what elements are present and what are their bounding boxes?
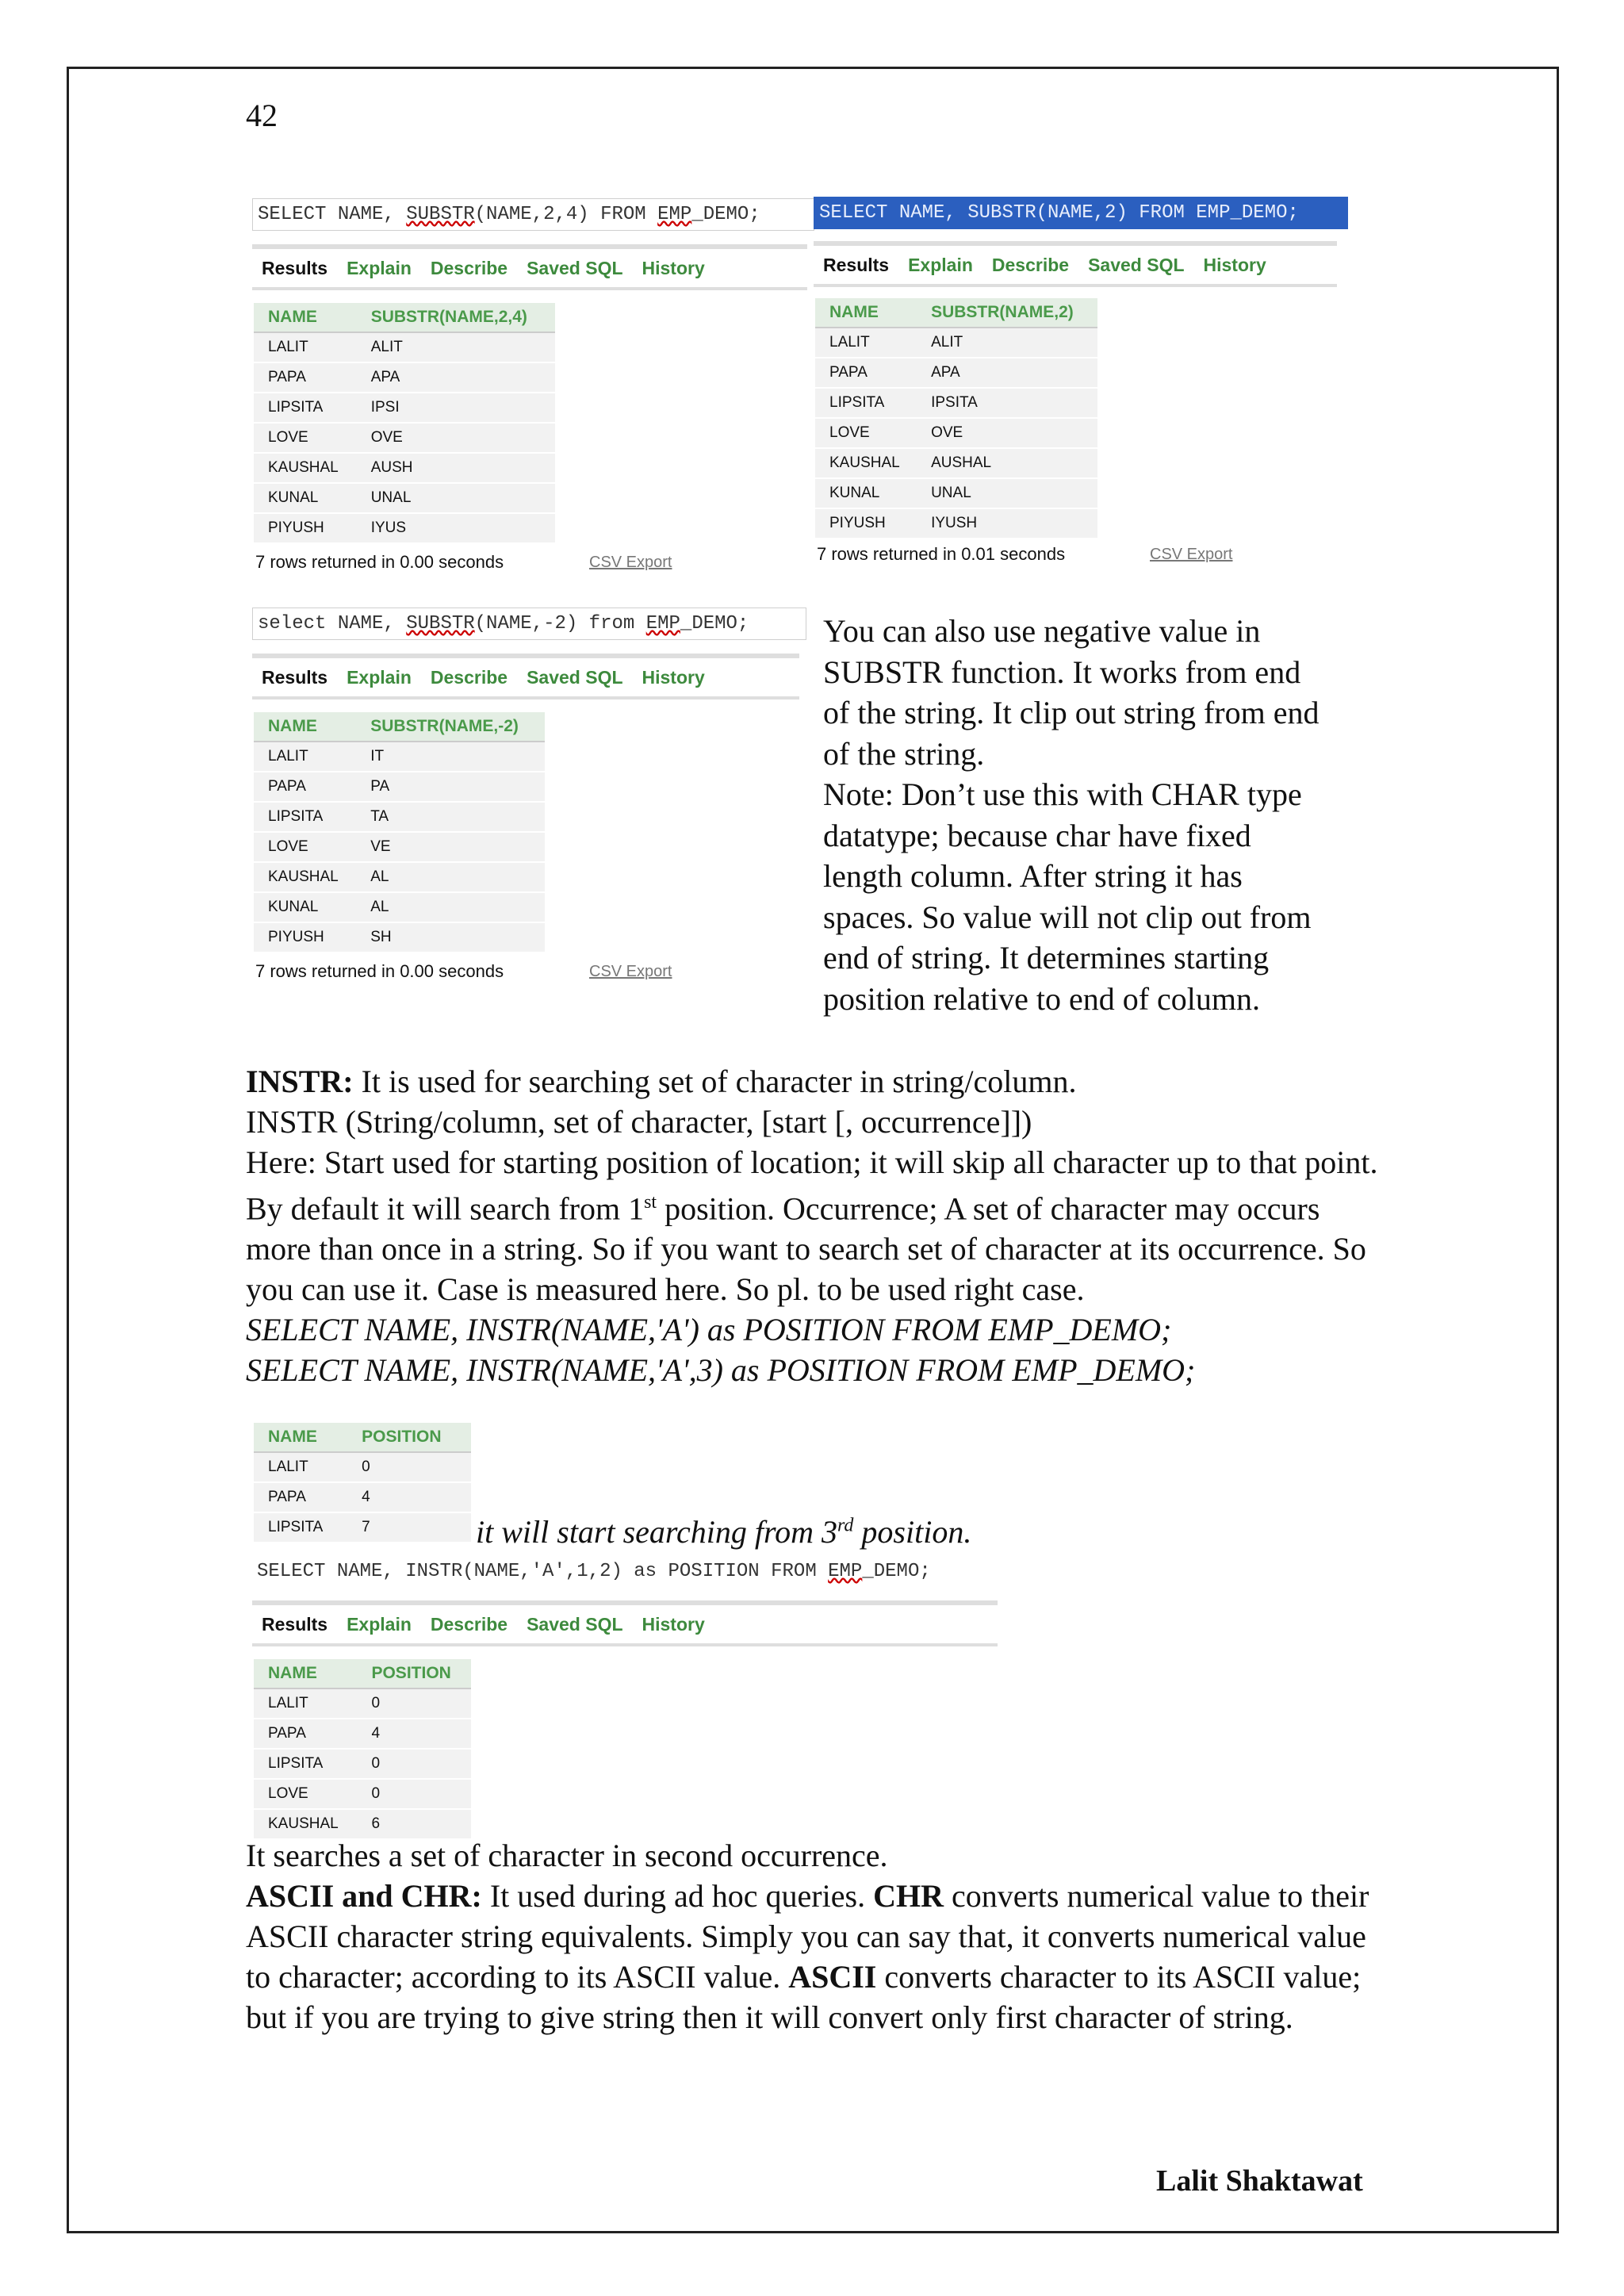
tab-explain[interactable]: Explain <box>908 254 973 275</box>
table-cell: PAPA <box>254 772 356 802</box>
table-cell: LALIT <box>254 1688 357 1719</box>
table-cell: IT <box>356 742 545 772</box>
table-cell: KUNAL <box>815 478 917 508</box>
tab-history[interactable]: History <box>642 1613 705 1635</box>
table-row <box>254 332 555 362</box>
table-cell: PA <box>356 772 545 802</box>
table-cell: IPSI <box>357 393 555 423</box>
table-cell: 0 <box>357 1749 471 1779</box>
sql-text: _DEMO; <box>680 613 749 634</box>
sql-text: EMP <box>828 1561 863 1582</box>
ascii-chr-text <box>246 1876 1388 2037</box>
page-number: 42 <box>246 98 278 133</box>
table-row <box>254 423 555 453</box>
table-cell: ALIT <box>917 328 1097 358</box>
table-cell: 0 <box>357 1779 471 1809</box>
text: It is used for searching set of character in string/column. <box>353 1064 1077 1099</box>
column-header: POSITION <box>357 1659 471 1688</box>
table-row <box>254 862 545 892</box>
table-header <box>254 1659 471 1688</box>
sql-text: _DEMO; <box>691 204 760 225</box>
sql-text: EMP <box>657 204 692 225</box>
text: CHR <box>873 1878 944 1914</box>
table-cell: OVE <box>357 423 555 453</box>
table-cell: AUSH <box>357 453 555 483</box>
ascii-chr-section <box>246 1835 1388 2037</box>
column-header: SUBSTR(NAME,2,4) <box>357 303 555 332</box>
tab-saved-sql[interactable]: Saved SQL <box>527 666 623 688</box>
text-line: of the string. <box>823 735 985 772</box>
table-row <box>254 1688 471 1719</box>
result-tabs <box>252 1600 998 1646</box>
table-cell: KAUSHAL <box>254 862 356 892</box>
tab-results[interactable]: Results <box>262 257 328 278</box>
table-cell: VE <box>356 832 545 862</box>
sql-editor-instr-occurrence[interactable] <box>252 1556 1007 1587</box>
table-cell: LALIT <box>254 1452 347 1482</box>
table-row <box>254 513 555 543</box>
table-cell: APA <box>917 358 1097 388</box>
table-row <box>254 1482 471 1512</box>
second-occurrence-note: It searches a set of character in second occurrence. <box>246 1838 888 1873</box>
table-cell: AUSHAL <box>917 448 1097 478</box>
tab-saved-sql[interactable]: Saved SQL <box>1088 254 1185 275</box>
column-header: POSITION <box>347 1423 471 1452</box>
table-cell: KAUSHAL <box>254 1809 357 1839</box>
text-line: length column. After string it has <box>823 858 1243 894</box>
text-line: Note: Don’t use this with CHAR type <box>823 776 1302 812</box>
table-cell: ALIT <box>357 332 555 362</box>
rows-returned: 7 rows returned in 0.00 seconds <box>255 961 504 981</box>
instr-query-2: SELECT NAME, INSTR(NAME,'A',3) as POSITION FROM EMP_DEMO; <box>246 1352 1196 1389</box>
rows-returned: 7 rows returned in 0.01 seconds <box>817 544 1066 564</box>
table-row <box>815 388 1097 418</box>
table-cell: PIYUSH <box>254 513 357 543</box>
tab-describe[interactable]: Describe <box>430 1613 508 1635</box>
table-cell: PAPA <box>254 362 357 393</box>
table-cell: KUNAL <box>254 483 357 513</box>
table-cell: AL <box>356 862 545 892</box>
table-cell: LOVE <box>815 418 917 448</box>
table-cell: UNAL <box>357 483 555 513</box>
tab-results[interactable]: Results <box>262 1613 328 1635</box>
table-row <box>254 892 545 922</box>
tab-history[interactable]: History <box>642 257 705 278</box>
csv-export-link[interactable]: CSV Export <box>589 963 672 980</box>
table-cell: LIPSITA <box>254 1512 347 1543</box>
table-cell: PAPA <box>815 358 917 388</box>
text: position. <box>853 1514 972 1550</box>
table-row <box>254 393 555 423</box>
sql-text: SELECT NAME, INSTR(NAME,'A',1,2) as POSITION FROM <box>257 1561 829 1582</box>
table-cell: LOVE <box>254 1779 357 1809</box>
text: It used during ad hoc queries. <box>481 1878 874 1914</box>
results-table <box>254 1659 471 1840</box>
table-row <box>254 832 545 862</box>
text-line: spaces. So value will not clip out from <box>823 899 1312 935</box>
text: Here: Start used for starting position of location; it will skip all character up to that point. By default it will search from 1 <box>246 1144 1378 1227</box>
tab-explain[interactable]: Explain <box>347 1613 412 1635</box>
sql-text: SELECT NAME, <box>258 204 407 225</box>
table-cell: OVE <box>917 418 1097 448</box>
table-cell: IYUS <box>357 513 555 543</box>
text-line: of the string. It clip out string from end <box>823 695 1320 730</box>
table-row <box>254 483 555 513</box>
instr-explanation <box>246 1142 1388 1309</box>
sql-text: (NAME,2,4) FROM <box>474 204 658 225</box>
instr-section <box>246 1061 1388 1390</box>
sql-editor-substr-2[interactable]: SELECT NAME, SUBSTR(NAME,2) FROM EMP_DEMO; <box>814 197 1348 229</box>
table-cell: LIPSITA <box>254 393 357 423</box>
table-cell: TA <box>356 802 545 832</box>
table-row <box>815 478 1097 508</box>
column-header: NAME <box>254 303 357 332</box>
text: converts numerical value to their ASCII character string equivalents. Simply you can say that, it converts numerical value to character; according to its ASCII value. <box>246 1878 1369 1995</box>
table-cell: LALIT <box>254 332 357 362</box>
rows-returned: 7 rows returned in 0.00 seconds <box>255 552 504 572</box>
table-cell: 6 <box>357 1809 471 1839</box>
tab-explain[interactable]: Explain <box>347 257 412 278</box>
text: position. Occurrence; A set of character may occurs more than once in a string. So if you want to search set of character at its occurrence. So you can use it. Case is measured here. So pl. to be used right case. <box>246 1190 1366 1308</box>
table-cell: PAPA <box>254 1482 347 1512</box>
sql-text: select NAME, <box>258 613 407 634</box>
instr-query-1: SELECT NAME, INSTR(NAME,'A') as POSITION FROM EMP_DEMO; <box>246 1312 1172 1348</box>
sql-text: _DEMO; <box>862 1561 931 1582</box>
table-cell: AL <box>356 892 545 922</box>
table-row <box>815 508 1097 539</box>
table-row <box>254 1512 471 1543</box>
text-line: datatype; because char have fixed <box>823 817 1251 853</box>
text: it will start searching from 3 <box>476 1514 837 1550</box>
tab-saved-sql[interactable]: Saved SQL <box>527 257 623 278</box>
tab-describe[interactable]: Describe <box>430 666 508 688</box>
text-line: position relative to end of column. <box>823 980 1260 1017</box>
table-row <box>254 802 545 832</box>
table-row <box>254 1779 471 1809</box>
tab-describe[interactable]: Describe <box>991 254 1070 275</box>
sql-text: (NAME,-2) from <box>474 613 646 634</box>
table-cell: APA <box>357 362 555 393</box>
tab-results[interactable]: Results <box>823 254 890 275</box>
csv-export-link[interactable]: CSV Export <box>1150 546 1233 563</box>
table-cell: LOVE <box>254 832 356 862</box>
column-header: NAME <box>254 1423 347 1452</box>
result-tabs <box>252 244 807 290</box>
table-cell: LALIT <box>254 742 356 772</box>
table-row <box>254 772 545 802</box>
tab-results[interactable]: Results <box>262 666 328 688</box>
table-row <box>815 358 1097 388</box>
instr-syntax: INSTR (String/column, set of character, [start [, occurrence]]) <box>246 1104 1032 1140</box>
table-row <box>254 453 555 483</box>
result-tabs <box>252 654 799 700</box>
table-row <box>254 742 545 772</box>
table-row <box>815 328 1097 358</box>
table-row <box>254 1719 471 1749</box>
result-tabs <box>814 241 1337 287</box>
table-row <box>254 922 545 953</box>
table-cell: 0 <box>357 1688 471 1719</box>
tab-history[interactable]: History <box>1203 254 1266 275</box>
table-header <box>254 712 545 742</box>
sql-text: SUBSTR <box>406 204 475 225</box>
table-cell: PIYUSH <box>254 922 356 953</box>
column-header: NAME <box>254 712 356 742</box>
table-cell: LIPSITA <box>254 802 356 832</box>
table-cell: PIYUSH <box>815 508 917 539</box>
substr-negative-explanation <box>823 611 1378 1019</box>
tab-saved-sql[interactable]: Saved SQL <box>527 1613 623 1635</box>
tab-describe[interactable]: Describe <box>430 257 508 278</box>
text: ASCII <box>788 1959 877 1995</box>
table-cell: UNAL <box>917 478 1097 508</box>
table-cell: 4 <box>357 1719 471 1749</box>
column-header: NAME <box>254 1659 357 1688</box>
text-line: You can also use negative value in <box>823 613 1261 649</box>
results-table <box>254 712 545 953</box>
table-cell: KUNAL <box>254 892 356 922</box>
sql-text: EMP <box>645 613 680 634</box>
sql-editor-substr-neg2[interactable] <box>252 608 806 640</box>
text-line: SUBSTR function. It works from end <box>823 654 1301 690</box>
table-row <box>254 362 555 393</box>
table-cell: LIPSITA <box>815 388 917 418</box>
table-row <box>815 448 1097 478</box>
results-table <box>815 298 1097 539</box>
superscript: st <box>644 1192 657 1213</box>
text: converts character to its ASCII value; but if you are trying to give string then it will convert only first character of string. <box>246 1959 1362 2035</box>
table-cell: 7 <box>347 1512 471 1543</box>
sql-editor-substr-2-4[interactable] <box>252 198 814 231</box>
superscript: rd <box>837 1515 854 1536</box>
results-table <box>254 303 555 544</box>
table-cell: LIPSITA <box>254 1749 357 1779</box>
table-cell: LALIT <box>815 328 917 358</box>
tab-history[interactable]: History <box>642 666 705 688</box>
instr-heading: INSTR: <box>246 1064 354 1099</box>
sql-text: SUBSTR <box>406 613 475 634</box>
table-cell: KAUSHAL <box>254 453 357 483</box>
table-cell: IYUSH <box>917 508 1097 539</box>
table-row <box>254 1749 471 1779</box>
table-cell: IPSITA <box>917 388 1097 418</box>
column-header: SUBSTR(NAME,2) <box>917 298 1097 328</box>
table-cell: SH <box>356 922 545 953</box>
tab-explain[interactable]: Explain <box>347 666 412 688</box>
table-cell: 0 <box>347 1452 471 1482</box>
table-row <box>815 418 1097 448</box>
ascii-chr-heading: ASCII and CHR: <box>246 1878 482 1914</box>
table-header <box>254 1423 471 1452</box>
instr-note <box>476 1513 971 1550</box>
text-line: end of string. It determines starting <box>823 940 1270 976</box>
table-cell: PAPA <box>254 1719 357 1749</box>
table-cell: 4 <box>347 1482 471 1512</box>
table-row <box>254 1452 471 1482</box>
table-cell: LOVE <box>254 423 357 453</box>
table-header <box>254 303 555 332</box>
table-cell: KAUSHAL <box>815 448 917 478</box>
table-header <box>815 298 1097 328</box>
column-header: SUBSTR(NAME,-2) <box>356 712 545 742</box>
column-header: NAME <box>815 298 917 328</box>
results-table <box>254 1423 471 1543</box>
csv-export-link[interactable]: CSV Export <box>589 554 672 571</box>
author-name: Lalit Shaktawat <box>1156 2164 1363 2198</box>
